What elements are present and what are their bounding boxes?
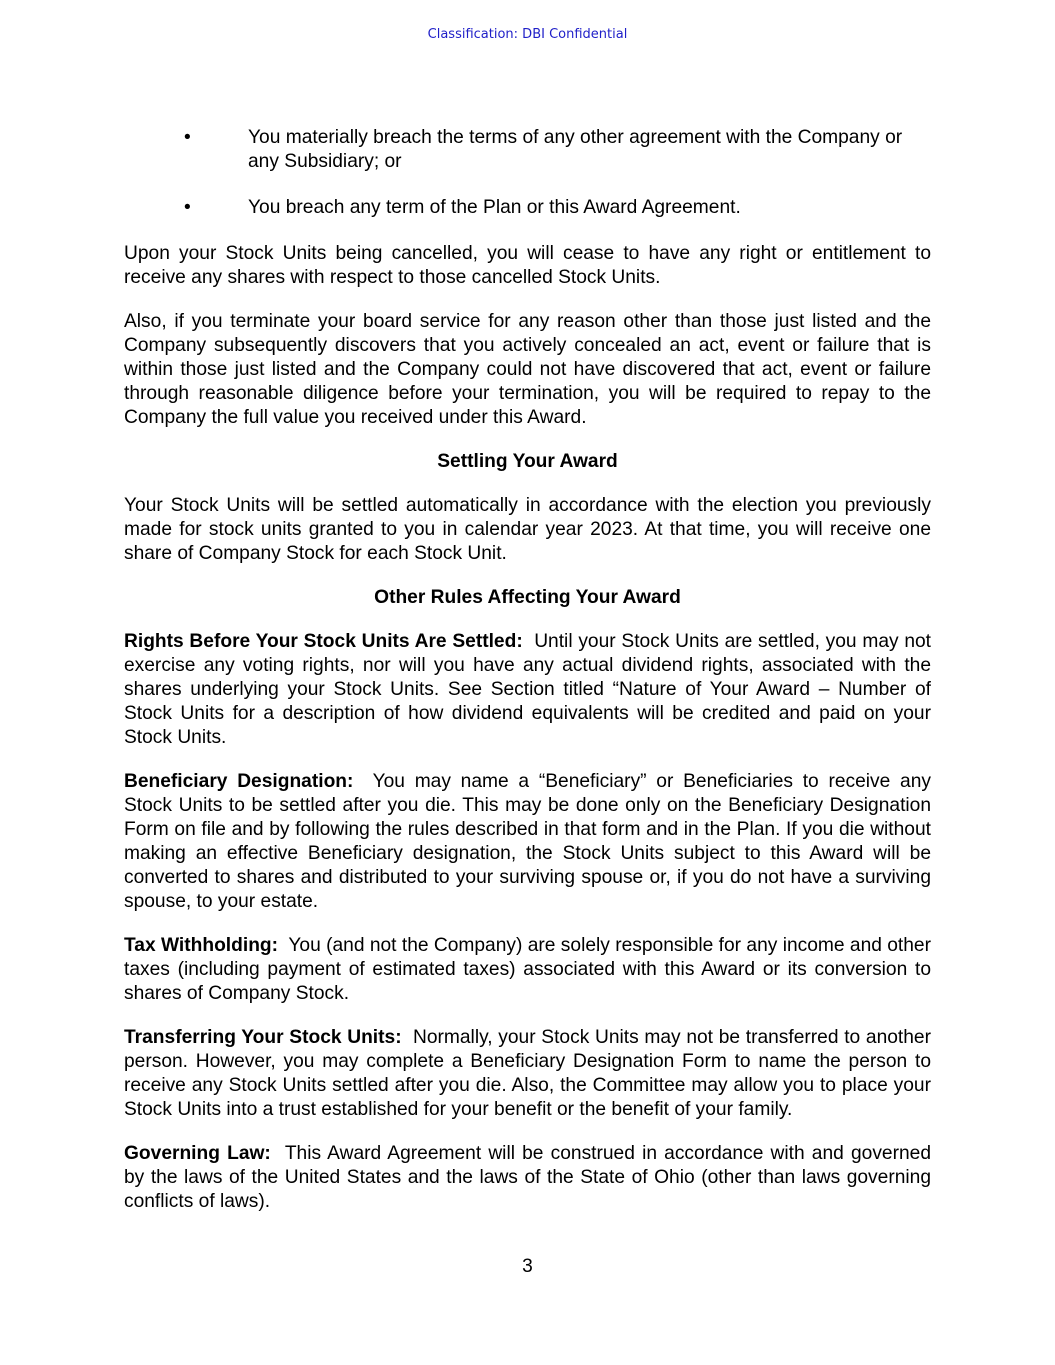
section-heading-other-rules: Other Rules Affecting Your Award: [374, 587, 681, 608]
cancellation-paragraph: Upon your Stock Units being cancelled, you will cease to have any right or entitlement to receive any shares with respect to those cancelled Stock Units.: [124, 243, 931, 288]
list-item: [124, 126, 931, 174]
transfer-text: Normally, your Stock Units may not be transferred to another person. However, you may complete a Beneficiary Designation Form to name the person to receive any Stock Units settled after you die. Also, the Committee may allow you to place your Stock Units into a trust established for your benefit or the benefit of your family.: [124, 1027, 931, 1120]
governing-law-paragraph: [124, 1142, 931, 1214]
beneficiary-label: Beneficiary Designation:: [124, 771, 354, 792]
document-body: [124, 126, 931, 1234]
list-item-text: You materially breach the terms of any other agreement with the Company or any Subsidiary; or: [248, 127, 903, 172]
transfer-label: Transferring Your Stock Units:: [124, 1027, 402, 1048]
transfer-paragraph: [124, 1026, 931, 1122]
beneficiary-text: You may name a “Beneficiary” or Beneficiaries to receive any Stock Units to be settled after you die. This may be done only on the Beneficiary Designation Form on file and by following the rules described in that form and in the Plan. If you die without making an effective Beneficiary designation, the Stock Units subject to this Award will be converted to shares and distributed to your surviving spouse or, if you do not have a surviving spouse, to your estate.: [124, 771, 931, 912]
list-item-text: You breach any term of the Plan or this Award Agreement.: [248, 197, 741, 218]
bullet-icon: •: [184, 127, 191, 148]
rights-text: Until your Stock Units are settled, you may not exercise any voting rights, nor will you have any actual dividend rights, associated with the shares underlying your Stock Units. See Section titled “Nature of Your Award – Number of Stock Units for a description of how dividend equivalents will be credited and paid on your Stock Units.: [124, 631, 931, 748]
section-heading-settling: Settling Your Award: [437, 451, 618, 472]
settling-paragraph: Your Stock Units will be settled automatically in accordance with the election you previously made for stock units granted to you in calendar year 2023. At that time, you will receive one share of Company Stock for each Stock Unit.: [124, 495, 931, 564]
concealment-paragraph: Also, if you terminate your board service for any reason other than those just listed and the Company subsequently discovers that you actively concealed an act, event or failure that is within those just listed and the Company could not have discovered that act, event or failure through reasonable diligence before your termination, you will be required to repay to the Company the full value you received under this Award.: [124, 311, 931, 428]
governing-law-text: This Award Agreement will be construed in accordance with and governed by the laws of the United States and the laws of the State of Ohio (other than laws governing conflicts of laws).: [124, 1143, 931, 1212]
beneficiary-paragraph: [124, 770, 931, 914]
rights-label: Rights Before Your Stock Units Are Settled:: [124, 631, 523, 652]
governing-law-label: Governing Law:: [124, 1143, 271, 1164]
tax-text: You (and not the Company) are solely responsible for any income and other taxes (including payment of estimated taxes) associated with this Award or its conversion to shares of Company Stock.: [124, 935, 931, 1004]
tax-label: Tax Withholding:: [124, 935, 279, 956]
bullet-icon: •: [184, 197, 191, 218]
classification-label: Classification: DBI Confidential: [427, 27, 628, 42]
tax-paragraph: [124, 934, 931, 1006]
list-item: [124, 196, 931, 220]
rights-paragraph: [124, 630, 931, 750]
page-number: 3: [522, 1256, 533, 1277]
